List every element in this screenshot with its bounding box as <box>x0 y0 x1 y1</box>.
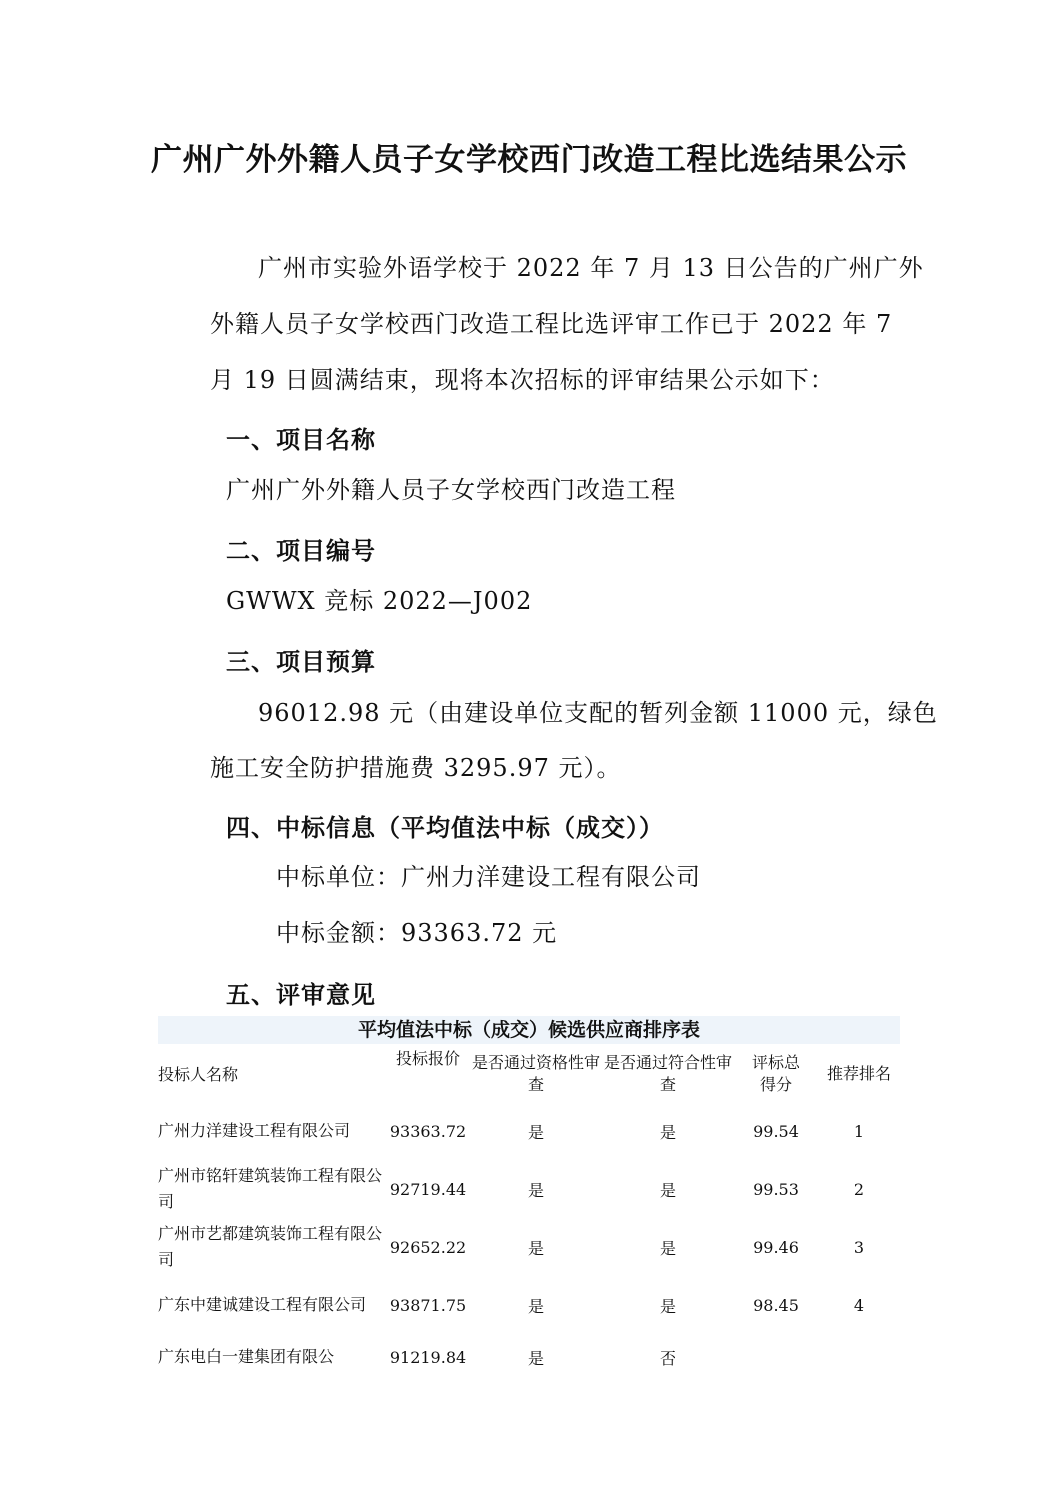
cell-rank: 1 <box>853 1121 865 1141</box>
header-total-score: 评标总得分 <box>751 1053 800 1094</box>
cell-compliance: 是 <box>659 1296 676 1316</box>
cell-bid-price: 92652.22 <box>389 1237 467 1257</box>
cell-bidder-name: 广州市铭轩建筑装饰工程有限公司 <box>158 1166 383 1211</box>
table-row <box>158 1102 900 1160</box>
cell-rank <box>818 1334 900 1380</box>
ranking-table <box>158 1046 900 1380</box>
cell-compliance: 是 <box>659 1238 676 1258</box>
header-bid-price: 投标报价 <box>395 1049 460 1068</box>
header-rank: 推荐排名 <box>826 1064 891 1083</box>
table-row <box>158 1276 900 1334</box>
document-title: 广州广外外籍人员子女学校西门改造工程比选结果公示 <box>151 142 907 178</box>
header-bidder-name: 投标人名称 <box>158 1065 239 1084</box>
cell-bidder-name: 广东中建诚建设工程有限公司 <box>158 1295 367 1314</box>
table-row <box>158 1160 900 1218</box>
table-header-row <box>158 1046 900 1102</box>
table-row <box>158 1334 900 1380</box>
section-4-heading-prefix: 四、中标信息（ <box>226 814 401 842</box>
cell-qualification: 是 <box>527 1238 544 1258</box>
section-1-heading: 一、项目名称 <box>226 426 376 454</box>
cell-compliance: 是 <box>659 1180 676 1200</box>
project-name-text: 广州广外外籍人员子女学校西门改造工程 <box>226 476 676 504</box>
cell-compliance: 是 <box>659 1122 676 1142</box>
cell-rank: 2 <box>853 1179 865 1199</box>
cell-qualification: 是 <box>527 1348 544 1368</box>
cell-total-score: 99.46 <box>753 1237 799 1257</box>
cell-bidder-name: 广州力洋建设工程有限公司 <box>158 1121 351 1140</box>
section-5-heading: 五、评审意见 <box>226 981 376 1009</box>
intro-line-3: 月 19 日圆满结束，现将本次招标的评审结果公示如下： <box>210 366 835 394</box>
cell-rank: 3 <box>853 1237 865 1257</box>
cell-total-score: 98.45 <box>753 1295 799 1315</box>
table-row <box>158 1218 900 1276</box>
cell-bid-price: 93363.72 <box>389 1121 467 1141</box>
intro-line-1: 广州市实验外语学校于 2022 年 7 月 13 日公告的广州广外 <box>258 254 924 282</box>
cell-qualification: 是 <box>527 1122 544 1142</box>
cell-total-score: 99.54 <box>753 1121 799 1141</box>
cell-bidder-name: 广东电白一建集团有限公 <box>158 1347 335 1366</box>
cell-bid-price: 91219.84 <box>389 1347 467 1367</box>
section-4-heading-bold: 平均值法中标（成交） <box>401 814 639 842</box>
cell-qualification: 是 <box>527 1296 544 1316</box>
section-2-heading: 二、项目编号 <box>226 537 376 565</box>
section-4-heading <box>226 808 664 843</box>
intro-line-2: 外籍人员子女学校西门改造工程比选评审工作已于 2022 年 7 <box>210 310 893 338</box>
cell-qualification: 是 <box>527 1180 544 1200</box>
cell-compliance: 否 <box>659 1348 676 1368</box>
cell-bidder-name: 广州市艺都建筑装饰工程有限公司 <box>158 1224 383 1269</box>
cell-bid-price: 93871.75 <box>389 1295 467 1315</box>
section-4-heading-suffix: ） <box>639 814 664 842</box>
cell-total-score: 99.53 <box>753 1179 799 1199</box>
project-number-text: GWWX 竞标 2022—J002 <box>226 587 533 615</box>
budget-line-2: 施工安全防护措施费 3295.97 元）。 <box>210 754 622 782</box>
cell-rank: 4 <box>853 1295 865 1315</box>
winning-bidder: 中标单位：广州力洋建设工程有限公司 <box>276 863 701 891</box>
cell-bid-price: 92719.44 <box>389 1179 467 1199</box>
header-compliance: 是否通过符合性审查 <box>603 1053 732 1094</box>
table-caption: 平均值法中标（成交）候选供应商排序表 <box>158 1016 900 1044</box>
winning-amount: 中标金额：93363.72 元 <box>276 919 558 947</box>
header-qualification: 是否通过资格性审查 <box>471 1053 600 1094</box>
budget-line-1: 96012.98 元（由建设单位支配的暂列金额 11000 元，绿色 <box>258 699 938 727</box>
cell-total-score <box>734 1334 818 1380</box>
section-3-heading: 三、项目预算 <box>226 648 376 676</box>
